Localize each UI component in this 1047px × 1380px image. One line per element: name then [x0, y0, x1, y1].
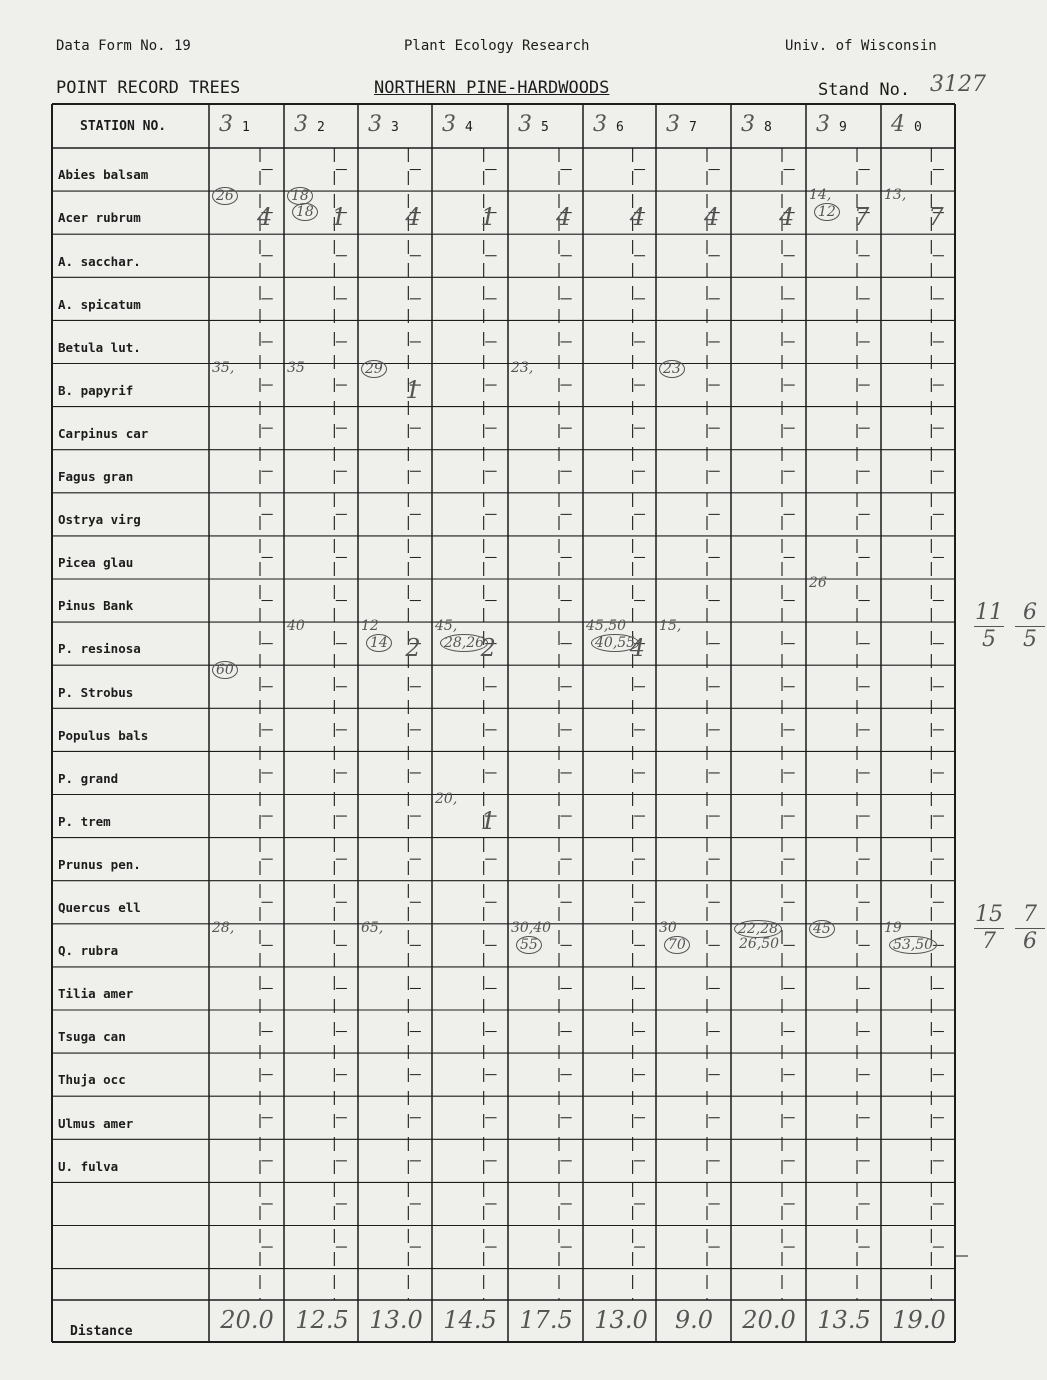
- station-printed-number: 3: [391, 120, 399, 135]
- tree-entry: 26,50: [739, 935, 780, 952]
- station-handwritten-prefix: 3: [219, 112, 233, 137]
- species-label: Fagus gran: [58, 469, 134, 485]
- fraction-denominator: 5: [1023, 627, 1037, 653]
- station-printed-number: 2: [317, 120, 325, 135]
- species-label: Picea glau: [58, 555, 134, 571]
- species-label: U. fulva: [58, 1158, 119, 1174]
- tree-entry: 40: [287, 618, 305, 635]
- tree-entry: 35,: [212, 359, 235, 376]
- species-label: P. trem: [58, 813, 111, 829]
- station-printed-number: 7: [689, 120, 697, 135]
- circled-tree-entry: 40,55: [591, 634, 639, 652]
- circled-tree-entry: 55: [516, 936, 542, 954]
- species-label: A. spicatum: [58, 296, 141, 312]
- circled-tree-entry: 23: [659, 360, 685, 378]
- species-label: Acer rubrum: [58, 210, 141, 226]
- circled-tree-entry: 18: [287, 187, 313, 205]
- station-handwritten-prefix: 4: [891, 112, 905, 137]
- species-label: P. Strobus: [58, 684, 134, 700]
- station-handwritten-prefix: 3: [741, 112, 755, 137]
- fraction-denominator: 5: [982, 627, 996, 653]
- station-printed-number: 4: [465, 120, 473, 135]
- circled-tree-entry: 26: [212, 187, 238, 205]
- fraction-numerator: 11: [975, 600, 1003, 626]
- stand-number: 3127: [930, 72, 986, 97]
- form-title: POINT RECORD TREES: [56, 78, 241, 98]
- distance-value: 12.5: [295, 1306, 349, 1334]
- margin-fraction-note: [1015, 902, 1045, 955]
- circled-tree-entry: 60: [212, 661, 238, 679]
- tree-entry: 19: [884, 919, 902, 936]
- tree-entry: 4: [257, 203, 273, 232]
- tree-entry: 4: [405, 203, 421, 232]
- distance-value: 13.5: [817, 1306, 871, 1334]
- fraction-numerator: 6: [1015, 600, 1045, 627]
- university-name: Univ. of Wisconsin: [785, 38, 937, 54]
- station-handwritten-prefix: 3: [593, 112, 607, 137]
- tree-entry: 30: [659, 919, 677, 936]
- circled-tree-entry: 12: [814, 203, 840, 221]
- tree-entry: 15,: [659, 618, 682, 635]
- tree-entry: 4: [779, 203, 795, 232]
- station-handwritten-prefix: 3: [518, 112, 532, 137]
- tree-entry: 45,: [435, 618, 458, 635]
- tree-entry: 20,: [435, 790, 458, 807]
- species-label: P. grand: [58, 770, 119, 786]
- distance-value: 13.0: [369, 1306, 423, 1334]
- fraction-numerator: 7: [1015, 902, 1045, 929]
- tree-entry: 4: [629, 203, 645, 232]
- tree-entry: 23,: [511, 359, 534, 376]
- stand-label: Stand No.: [818, 80, 911, 100]
- station-printed-number: 1: [242, 120, 250, 135]
- circled-tree-entry: 45: [809, 920, 835, 938]
- species-label: Quercus ell: [58, 900, 141, 916]
- tree-entry: 4: [704, 203, 720, 232]
- circled-tree-entry: 28,26: [440, 634, 488, 652]
- tree-entry: 4: [556, 203, 572, 232]
- species-label: Ostrya virg: [58, 512, 141, 528]
- circled-tree-entry: 22,28: [734, 920, 782, 938]
- distance-value: 19.0: [892, 1306, 946, 1334]
- tree-entry: 7: [854, 203, 870, 232]
- fraction-denominator: 6: [1023, 928, 1037, 954]
- tree-entry: 2: [405, 634, 421, 663]
- organization-name: Plant Ecology Research: [404, 38, 590, 54]
- distance-value: 17.5: [519, 1306, 573, 1334]
- circled-tree-entry: 29: [361, 360, 387, 378]
- circled-tree-entry: 70: [664, 936, 690, 954]
- form-number: Data Form No. 19: [56, 38, 191, 54]
- circled-tree-entry: 18: [292, 203, 318, 221]
- margin-fraction-note: [974, 902, 1004, 955]
- tree-entry: 45,50: [586, 618, 627, 635]
- tree-entry: 13,: [884, 187, 907, 204]
- distance-label: Distance: [70, 1324, 133, 1339]
- margin-fraction-note: [1015, 600, 1045, 653]
- tree-entry: 1: [405, 375, 421, 404]
- species-label: Abies balsam: [58, 167, 149, 183]
- station-handwritten-prefix: 3: [442, 112, 456, 137]
- station-printed-number: 5: [541, 120, 549, 135]
- tree-entry: 1: [480, 806, 496, 835]
- distance-value: 14.5: [443, 1306, 497, 1334]
- species-label: Tilia amer: [58, 986, 134, 1002]
- species-label: Q. rubra: [58, 943, 119, 959]
- station-printed-number: 6: [616, 120, 624, 135]
- tree-entry: 26: [809, 575, 827, 591]
- station-handwritten-prefix: 3: [294, 112, 308, 137]
- tree-entry: 12: [361, 618, 379, 635]
- tree-entry: 28,: [212, 919, 235, 936]
- region-title: NORTHERN PINE-HARDWOODS: [374, 78, 610, 98]
- species-label: Carpinus car: [58, 425, 149, 441]
- tree-entry: 7: [928, 203, 944, 232]
- fraction-denominator: 7: [982, 928, 996, 954]
- tree-entry: 2: [480, 634, 496, 663]
- station-printed-number: 8: [764, 120, 772, 135]
- station-handwritten-prefix: 3: [666, 112, 680, 137]
- station-printed-number: 0: [914, 120, 922, 135]
- tree-entry: 14,: [809, 187, 832, 204]
- species-label: P. resinosa: [58, 641, 141, 657]
- circled-tree-entry: 14: [366, 634, 392, 652]
- station-printed-number: 9: [839, 120, 847, 135]
- tree-entry: 1: [331, 203, 347, 232]
- distance-value: 20.0: [742, 1306, 796, 1334]
- species-label: Pinus Bank: [58, 598, 134, 614]
- species-label: B. papyrif: [58, 382, 134, 398]
- distance-value: 20.0: [220, 1306, 274, 1334]
- distance-value: 9.0: [674, 1306, 714, 1334]
- species-label: A. sacchar.: [58, 253, 141, 269]
- species-label: Tsuga can: [58, 1029, 126, 1045]
- species-label: Betula lut.: [58, 339, 141, 355]
- tree-entry: 65,: [361, 919, 384, 936]
- margin-fraction-note: [974, 600, 1004, 653]
- tree-entry: 30,40: [511, 919, 552, 936]
- tree-entry: 4: [629, 634, 645, 663]
- tree-entry: 1: [480, 203, 496, 232]
- station-handwritten-prefix: 3: [816, 112, 830, 137]
- station-number-label: STATION NO.: [80, 119, 167, 134]
- species-label: Prunus pen.: [58, 856, 141, 872]
- station-handwritten-prefix: 3: [368, 112, 382, 137]
- species-label: Thuja occ: [58, 1072, 126, 1088]
- species-label: Ulmus amer: [58, 1115, 134, 1131]
- distance-value: 13.0: [594, 1306, 648, 1334]
- tree-entry: 35: [287, 359, 305, 376]
- circled-tree-entry: 53,50: [889, 936, 937, 954]
- fraction-numerator: 15: [975, 901, 1003, 927]
- species-label: Populus bals: [58, 727, 149, 743]
